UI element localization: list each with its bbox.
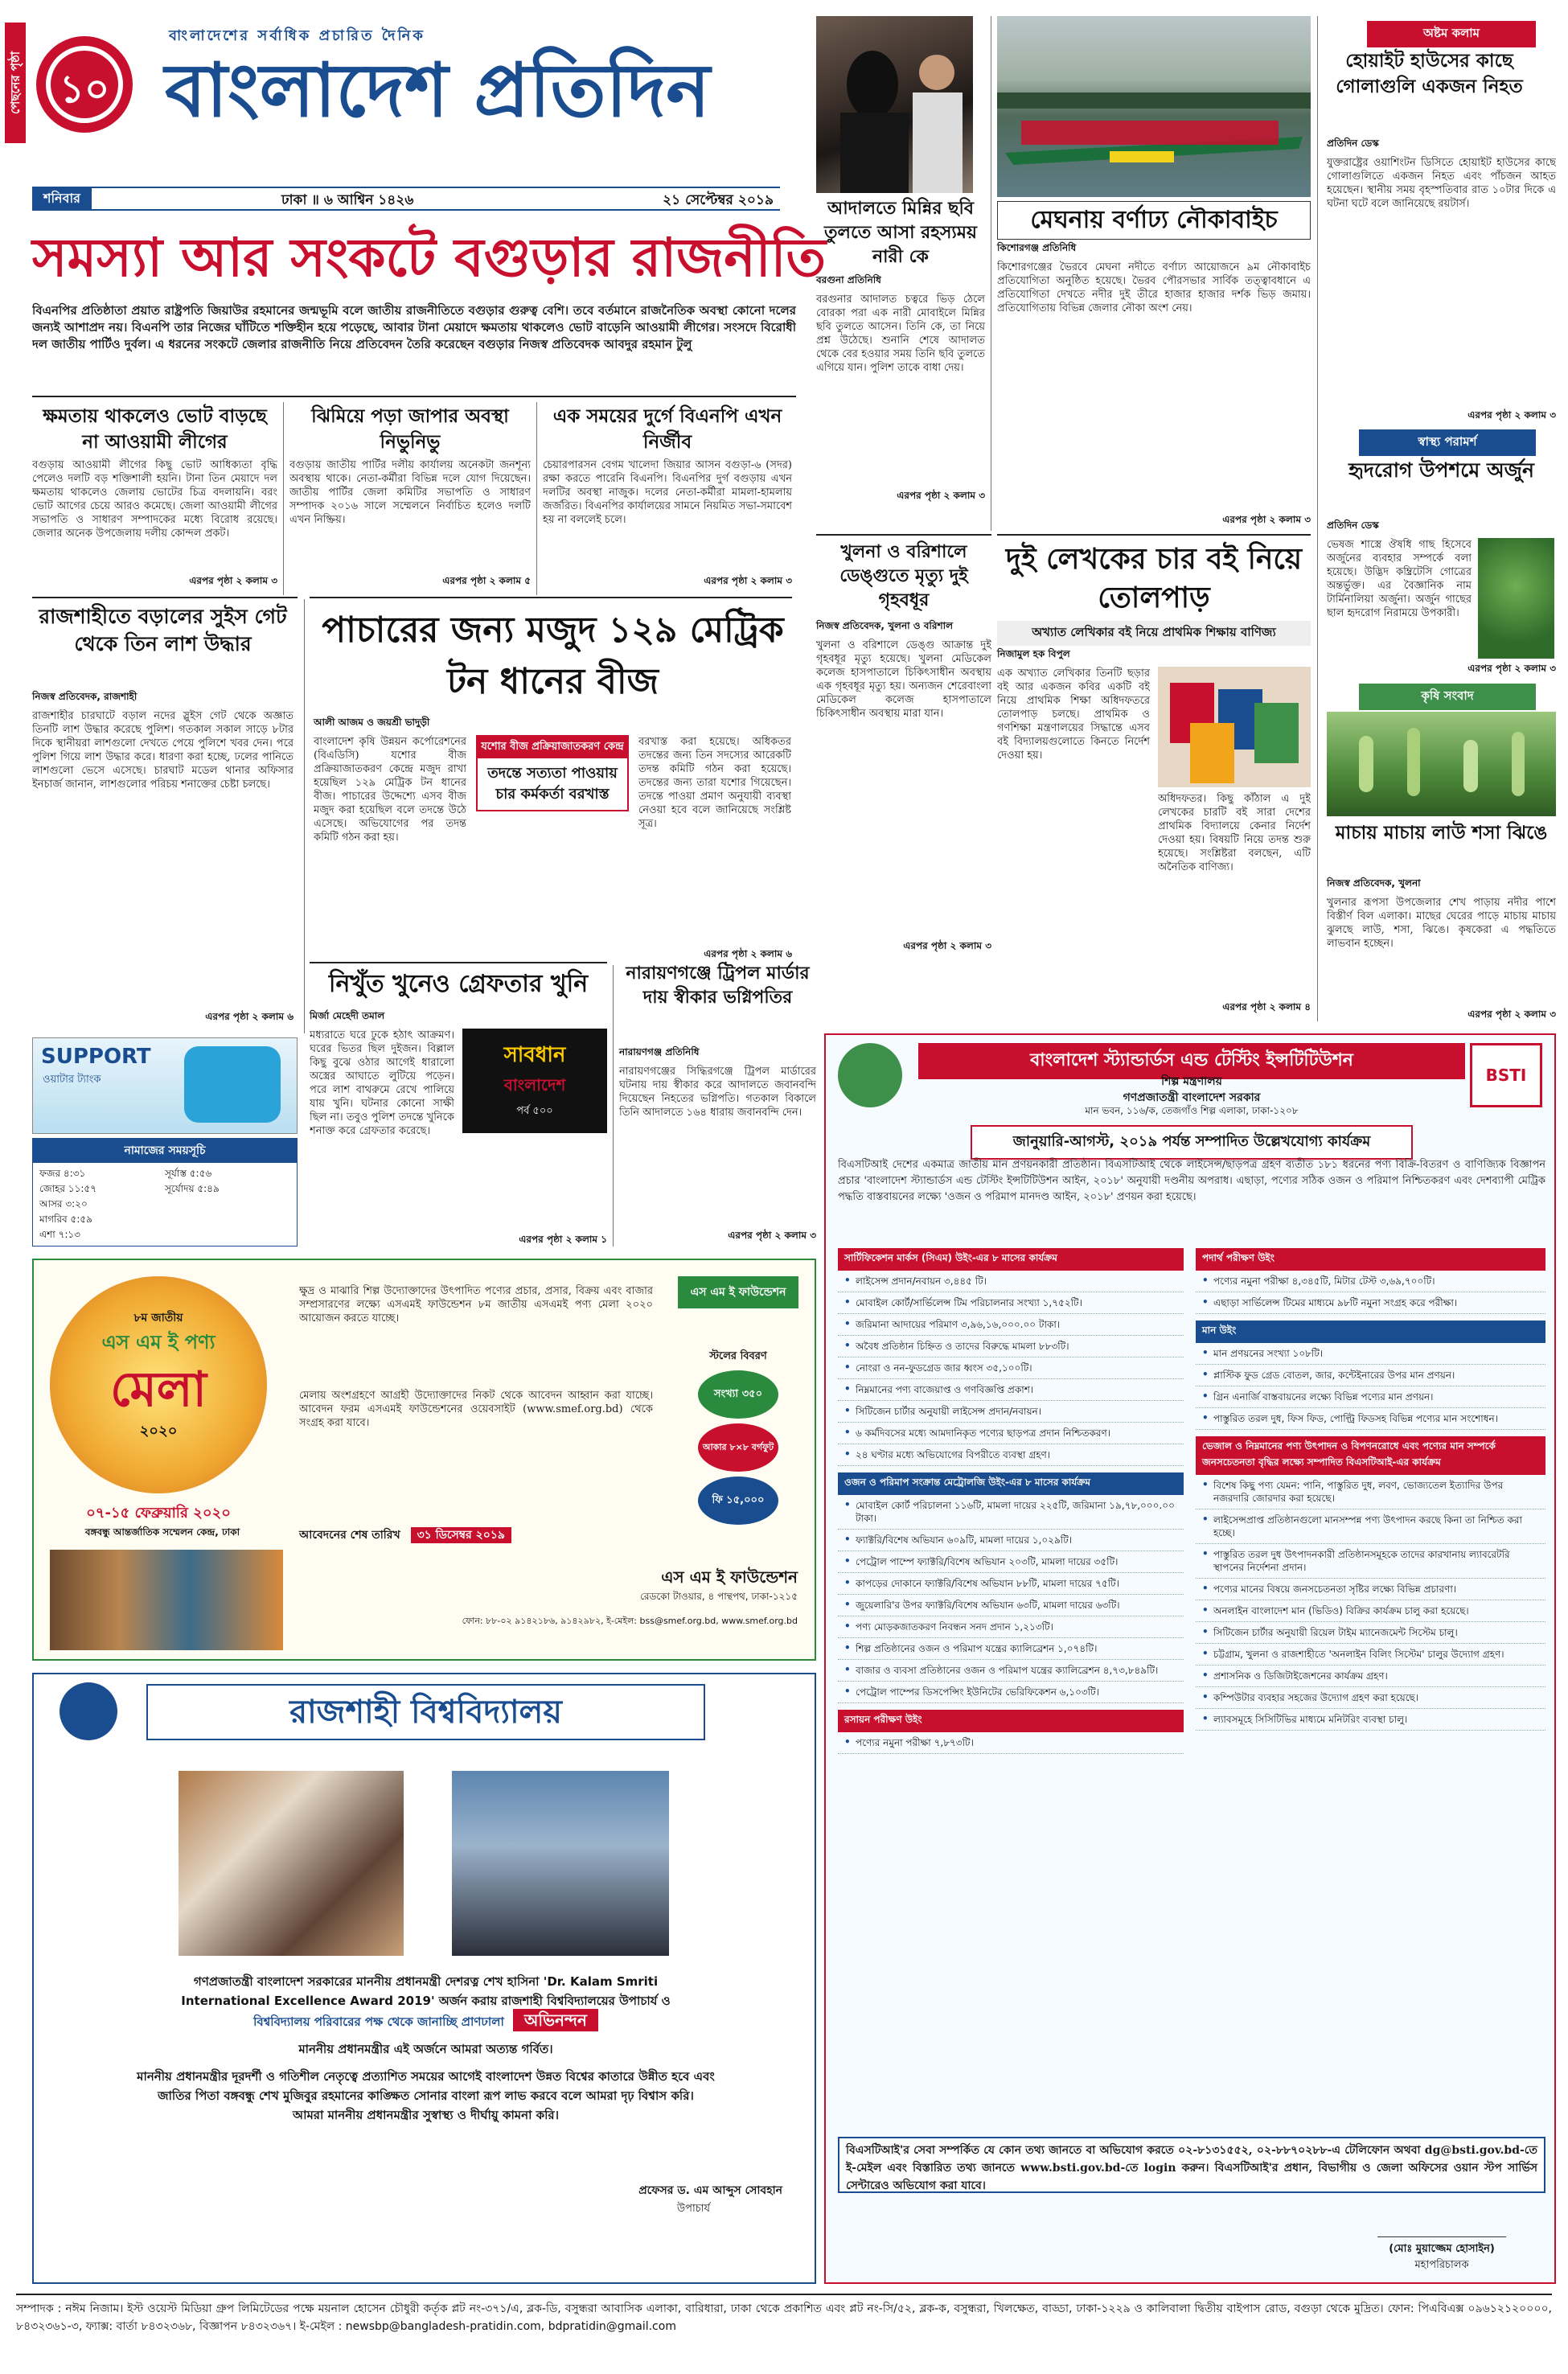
signature	[1377, 2205, 1506, 2237]
rajshahi-story: নিজস্ব প্রতিবেদক, রাজশাহী রাজশাহীর চারঘাটে বড়াল নদের স্লুইস গেট থেকে অজ্ঞাত তিনটি লাশ উদ্ধার করেছে পুলিশ। গতকাল সকাল সাড়ে ৮টার দিকে স্থানীয়রা লাশগুলো দেখতে পেয়ে পুলিশে খবর দেন। পরে পুলিশ গিয়ে লাশ উদ্ধার করে। ধারণা করা হচ্ছে, ঢলের পানিতে লাশগুলো ভেসে এসেছে। চারঘাট মডেল থানার অফিসার ইনচার্জ জানান, লাশগুলোর পরিচয় শনাক্তের চেষ্টা চলছে। এরপর পৃষ্ঠা ২ কলাম ৬	[32, 691, 293, 1022]
prayer-item: মাগরিব ৫:৫৯	[39, 1214, 92, 1225]
agri-photo	[1327, 712, 1556, 816]
lead-intro: বিএনপির প্রতিষ্ঠাতা প্রয়াত রাষ্ট্রপতি জিয়াউর রহমানের জন্মভূমি বলে জাতীয় রাজনীতিতে বগুড়ার গুরুত্ব বেশি। তবে বর্তমানে রাজনৈতিক অবস্থা কোনো দলের জন্যই আশাপ্রদ নয়। বিএনপি তার নিজের ঘাঁটিতে শক্তিহীন হয়ে পড়েছে, আবার টানা মেয়াদে ক্ষমতায় থাকলেও ভোট বাড়েনি আওয়ামী লীগের। সংসদে বিরোধী দল জাতীয় পার্টিও দুর্বল। এ ধরনের সংকটে জেলার রাজনীতি নিয়ে প্রতিবেদন তৈরি করেছেন বগুড়ার নিজস্ব প্রতিবেদক আবদুর রহমান টুলু	[32, 303, 796, 351]
sme-products-photo	[50, 1550, 283, 1650]
prayer-item: আসর ৩:২০	[39, 1198, 88, 1210]
rajshahi-headline: রাজশাহীতে বড়ালের সুইস গেট থেকে তিন লাশ উদ্ধার	[39, 605, 287, 655]
lead-sub-awami: ক্ষমতায় থাকলেও ভোট বাড়ছে না আওয়ামী লীগের	[43, 406, 267, 453]
prayer-item: ফজর ৪:৩১	[39, 1168, 86, 1179]
lead-column-1: বগুড়ায় আওয়ামী লীগের কিছু ভোট আধিক্যতা বৃদ্ধি পেলেও দলটি বড় শক্তিশালী হয়নি। টানা তিন মেয়াদে দল ক্ষমতায় থাকলেও জেলায় ভোটের চিত্র বদলায়নি। বরং ভোট আগের চেয়ে আরও কমেছে। জেলা আওয়ামী লীগের সভাপতি ও সাধারণ সম্পাদকের মধ্যে বিরোধ রয়েছে। জেলার অনেক উপজেলায় দলীয় কোন্দল প্রকট। এরপর পৃষ্ঠা ২ কলাম ৩	[32, 459, 277, 586]
bd-govt-logo-icon	[838, 1043, 902, 1107]
sme-fair-logo: ৮ম জাতীয় এস এম ই পণ্য মেলা ২০২০	[50, 1276, 267, 1493]
lead-sub-japa: ঝিমিয়ে পড়া জাপার অবস্থা নিভুনিভু	[311, 406, 509, 453]
murder-headline: নিখুঁত খুনেও গ্রেফতার খুনি	[328, 970, 589, 998]
bsti-ad: BSTI বাংলাদেশ স্ট্যান্ডার্ডস এন্ড টেস্টিং ইন্সটিটিউশন শিল্প মন্ত্রণালয় গণপ্রজাতন্ত্রী বাংলাদেশ সরকার মান ভবন, ১১৬/ক, তেজগাঁও শিল্প এলাকা, ঢাকা-১২০৮ জানুয়ারি-আগস্ট, ২০১৯ পর্যন্ত সম্পাদিত উল্লেখযোগ্য কার্যক্রম বিএসটিআই দেশের একমাত্র জাতীয় মান প্রণয়নকারী প্রতিষ্ঠান। বিএসটিআই থেকে লাইসেন্স/ছাড়পত্র গ্রহণ ব্যতীত ১৮১ ধরনের পণ্য বিক্রি-বিতরণ ও বাণিজ্যিক বিজ্ঞাপন প্রচার 'বাংলাদেশ স্ট্যান্ডার্ডস এন্ড টেস্টিং ইন্সটিটিউশন আইন, ২০১৮' অনুযায়ী দণ্ডনীয় অপরাধ। এছাড়া, পণ্যের সঠিক ওজন ও পরিমাপ নিশ্চিতকরণ এবং দেশব্যাপী মেট্রিক পদ্ধতি বাস্তবায়নের লক্ষ্যে 'ওজন ও পরিমাপ মানদণ্ড আইন, ২০১৮' প্রণয়ন করা হয়েছে। সার্টিফিকেশন মার্কস (সিএম) উইং-এর ৮ মাসের কার্যক্রম • লাইসেন্স প্রদান/নবায়ন ৩,৪৪৫ টি। • মোবাইল কোর্ট/সার্ভিলেন্স টিম পরিচালনার সংখ্যা ১,৭৫২টি। • জরিমানা আদায়ের পরিমাণ ৩,৯৬,১৬,০০০.০০ টাকা। • অবৈধ প্রতিষ্ঠান চিহ্নিত ও তাদের বিরুদ্ধে মামলা ৮৮৩টি। • নোংরা ও নন-ফুডগ্রেড জার ধ্বংস ৩৫,১০০টি। • নিম্নমানের পণ্য বাজেয়াপ্ত ও গণবিজ্ঞপ্তি প্রকাশ। • সিটিজেন চার্টার অনুযায়ী লাইসেন্স প্রদান/নবায়ন। • ৬ কর্মদিবসের মধ্যে আমদানিকৃত পণ্যের ছাড়পত্র প্রদান নিশ্চিতকরণ। • ২৪ ঘণ্টার মধ্যে অভিযোগের বিপরীতে ব্যবস্থা গ্রহণ। ওজন ও পরিমাপ সংক্রান্ত মেট্রোলজি উইং-এর ৮ মাসের কার্যক্রম • মোবাইল কোর্ট পরিচালনা ১১৬টি, মামলা দায়ের ২২৫টি, জরিমানা ১৯,৭৮,০০০.০০ টাকা। • ফ্যাক্টরি/বিশেষ অভিযান ৬০৯টি, মামলা দায়ের ১,০২৯টি। • পেট্রোল পাম্পে ফ্যাক্টরি/বিশেষ অভিযান ২০৩টি, মামলা দায়ের ৩৫টি। • কাপড়ের দোকানে ফ্যাক্টরি/বিশেষ অভিযান ৮৮টি, মামলা দায়ের ৭৫টি। • জুয়েলারি'র উপর ফ্যাক্টরি/বিশেষ অভিযান ৬৩টি, মামলা দায়ের ৬৩টি। • পণ্য মোড়কজাতকরণ নিবন্ধন সনদ প্রদান ১,২১৩টি। • শিল্প প্রতিষ্ঠানের ওজন ও পরিমাপ যন্ত্রের ক্যালিব্রেশন ১,০৭৪টি। • বাজার ও ব্যবসা প্রতিষ্ঠানের ওজন ও পরিমাপ যন্ত্রের ক্যালিব্রেশন ৪,৭৩,৮৪৯টি। • পেট্রোল পাম্পের ডিসপেন্সিং ইউনিটের ভেরিফিকেশন ৬,১০৩টি। রসায়ন পরীক্ষণ উইং • পণ্যের নমুনা পরীক্ষা ৭,৮৭৩টি। পদার্থ পরীক্ষণ উইং • পণ্যের নমুনা পরীক্ষা ৪,৩৪৫টি, মিটার টেস্ট ৩,৬৯,৭০০টি। • এছাড়া সার্ভিলেন্স টিমের মাধ্যমে ৯৮টি নমুনা সংগ্রহ করে পরীক্ষা। মান উইং • মান প্রণয়নের সংখ্যা ১০৮টি। • প্লাস্টিক ফুড গ্রেড বোতল, জার, কন্টেইনারের উপর মান প্রণয়ন। • গ্রিন এনার্জি বাস্তবায়নের লক্ষ্যে বিভিন্ন পণ্যের মান প্রণয়ন। • পাস্তুরিত তরল দুধ, ফিস ফিড, পোল্ট্রি ফিডসহ বিভিন্ন পণ্যের মান সংশোধন। ভেজাল ও নিম্নমানের পণ্য উৎপাদন ও বিপণনরোধে এবং পণ্যের মান সম্পর্কে জনসচেতনতা বৃদ্ধির লক্ষ্যে সম্পাদিত বিএসটিআই-এর কার্যক্রম • বিশেষ কিছু পণ্য যেমন: পানি, পাস্তুরিত দুধ, লবণ, ভোজ্যতেল ইত্যাদির উপর নজরদারি জোরদার করা হয়েছে। • লাইসেন্সপ্রাপ্ত প্রতিষ্ঠানগুলো মানসম্পন্ন পণ্য উৎপাদন করছে কিনা তা নিশ্চিত করা হচ্ছে। • পাস্তুরিত তরল দুধ উৎপাদনকারী প্রতিষ্ঠানসমূহকে তাদের কারখানায় ল্যাবরেটরি স্থাপনের নির্দেশনা প্রদান। • পণ্যের মানের বিষয়ে জনসচেতনতা সৃষ্টির লক্ষ্যে বিভিন্ন প্রচারণা। • অনলাইন বাংলাদেশ মান (ভিডিও) বিক্রির কার্যক্রম চালু করা হয়েছে। • সিটিজেন চার্টার অনুযায়ী রিয়েল টাইম ম্যানেজমেন্ট সিস্টেম চালু। • চট্টগ্রাম, খুলনা ও রাজশাহীতে 'অনলাইন বিলিং সিস্টেম' চালুর উদ্যোগ গ্রহণ। • প্রশাসনিক ও ডিজিটাইজেশনের কার্যক্রম গ্রহণ। • কম্পিউটার ব্যবহার সহজের উদ্যোগ গ্রহণ করা হয়েছে। • ল্যাবসমূহে সিসিটিভির মাধ্যমে মনিটরিং ব্যবস্থা চালু। বিএসটিআই'র সেবা সম্পর্কিত যে কোন তথ্য জানতে বা অভিযোগ করতে ০২-৮১৩১৫৫২, ০২-৮৮৭০২৮৮-এ টেলিফোন অথবা dg@bsti.gov.bd-তে ই-মেইল এবং বিস্তারিত তথ্য জানতে www.bsti.gov.bd-তে login করুন। বিএসটিআই'র প্রধান, বিভাগীয় ও জেলা অফিসের ওয়ান স্টপ সার্ভিস সেন্টারেও অভিযোগ করা যাবে। (মোঃ মুয়াজ্জেম হোসাইন) মহাপরিচালক	[824, 1033, 1556, 2284]
whitehouse-headline: হোয়াইট হাউসের কাছে গোলাগুলি একজন নিহত	[1336, 51, 1523, 97]
bsti-left-column: সার্টিফিকেশন মার্কস (সিএম) উইং-এর ৮ মাসের কার্যক্রম • লাইসেন্স প্রদান/নবায়ন ৩,৪৪৫ টি। • মোবাইল কোর্ট/সার্ভিলেন্স টিম পরিচালনার সংখ্যা ১,৭৫২টি। • জরিমানা আদায়ের পরিমাণ ৩,৯৬,১৬,০০০.০০ টাকা। • অবৈধ প্রতিষ্ঠান চিহ্নিত ও তাদের বিরুদ্ধে মামলা ৮৮৩টি। • নোংরা ও নন-ফুডগ্রেড জার ধ্বংস ৩৫,১০০টি। • নিম্নমানের পণ্য বাজেয়াপ্ত ও গণবিজ্ঞপ্তি প্রকাশ। • সিটিজেন চার্টার অনুযায়ী লাইসেন্স প্রদান/নবায়ন। • ৬ কর্মদিবসের মধ্যে আমদানিকৃত পণ্যের ছাড়পত্র প্রদান নিশ্চিতকরণ। • ২৪ ঘণ্টার মধ্যে অভিযোগের বিপরীতে ব্যবস্থা গ্রহণ। ওজন ও পরিমাপ সংক্রান্ত মেট্রোলজি উইং-এর ৮ মাসের কার্যক্রম • মোবাইল কোর্ট পরিচালনা ১১৬টি, মামলা দায়ের ২২৫টি, জরিমানা ১৯,৭৮,০০০.০০ টাকা। • ফ্যাক্টরি/বিশেষ অভিযান ৬০৯টি, মামলা দায়ের ১,০২৯টি। • পেট্রোল পাম্পে ফ্যাক্টরি/বিশেষ অভিযান ২০৩টি, মামলা দায়ের ৩৫টি। • কাপড়ের দোকানে ফ্যাক্টরি/বিশেষ অভিযান ৮৮টি, মামলা দায়ের ৭৫টি। • জুয়েলারি'র উপর ফ্যাক্টরি/বিশেষ অভিযান ৬৩টি, মামলা দায়ের ৬৩টি। • পণ্য মোড়কজাতকরণ নিবন্ধন সনদ প্রদান ১,২১৩টি। • শিল্প প্রতিষ্ঠানের ওজন ও পরিমাপ যন্ত্রের ক্যালিব্রেশন ১,০৭৪টি। • বাজার ও ব্যবসা প্রতিষ্ঠানের ওজন ও পরিমাপ যন্ত্রের ক্যালিব্রেশন ৪,৭৩,৮৪৯টি। • পেট্রোল পাম্পের ডিসপেন্সিং ইউনিটের ভেরিফিকেশন ৬,১০৩টি। রসায়ন পরীক্ষণ উইং • পণ্যের নমুনা পরীক্ষা ৭,৮৭৩টি।	[838, 1248, 1184, 2125]
lead-headline: সমস্যা আর সংকটে বগুড়ার রাজনীতি	[32, 227, 826, 289]
stall-info: স্টলের বিবরণ সংখ্যা ৩৫০ আকার ৮×৮ বর্গফুট ফি ১৫,০০০	[678, 1349, 798, 1525]
award-photo	[179, 1771, 404, 1956]
prayer-item: জোহর ১১:৫৭	[39, 1183, 97, 1194]
support-ad: SUPPORT ওয়াটার ট্যাংক	[32, 1037, 298, 1134]
date-bengali: ঢাকা ॥ ৬ আশ্বিন ১৪২৬	[281, 192, 414, 208]
whitehouse-story: প্রতিদিন ডেস্ক যুক্তরাষ্ট্রের ওয়াশিংটন ডিসিতে হোয়াইট হাউসের কাছে গোলাগুলিতে একজন নিহত এবং পাঁচজন আহত হয়েছেন। স্থানীয় সময় বৃহস্পতিবার রাত ১০টার দিকে এ ঘটনা ঘটে বলে জানিয়েছে রয়টার্স। এরপর পৃষ্ঠা ২ কলাম ৩	[1327, 138, 1556, 421]
water-tank-icon	[184, 1046, 281, 1123]
books-photo	[1158, 667, 1311, 787]
date-strip	[32, 187, 780, 211]
boat-race-photo	[997, 16, 1311, 197]
boat-headline: মেঘনায় বর্ণাঢ্য নৌকাবাইচ	[997, 201, 1311, 240]
date-english: ২১ সেপ্টেম্বর ২০১৯	[663, 192, 774, 208]
seed-story: আলী আজম ও জয়শ্রী ভাদুড়ী বাংলাদেশ কৃষি উন্নয়ন কর্পোরেশনের (বিএডিসি) যশোর বীজ প্রক্রিয়াজাতকরণ কেন্দ্রে মজুদ রাখা হয়েছিল ১২৯ মেট্রিক টন ধানের বীজ। পাচারের উদ্দেশ্যে এসব বীজ মজুদ করা হয়েছিল বলে তদন্তে উঠে এসেছে। অভিযোগের পর তদন্ত কমিটি গঠন করা হয়। যশোর বীজ প্রক্রিয়াজাতকরণ কেন্দ্র তদন্তে সত্যতা পাওয়ায় চার কর্মকর্তা বরখাস্ত বরখাস্ত করা হয়েছে। অধিকতর তদন্তের জন্য তিন সদস্যের আরেকটি তদন্ত কমিটি গঠন করা হয়েছে। তদন্তের জন্য তারা যশোর গিয়েছেন। তদন্তে পাওয়া প্রমাণ অনুযায়ী ব্যবস্থা নেওয়া হবে বলে জানিয়েছে সংশ্লিষ্ট সূত্র। এরপর পৃষ্ঠা ২ কলাম ৬	[314, 717, 792, 959]
dengue-story: নিজস্ব প্রতিবেদক, খুলনা ও বরিশাল খুলনা ও বরিশালে ডেঙ্গু আক্রান্ত দুই গৃহবধূর মৃত্যু হয়েছে। খুলনা মেডিকেল কলেজ হাসপাতালে চিকিৎসাধীন অবস্থায় এক গৃহবধূর মৃত্যু হয়। অন্যজন শেরেবাংলা মেডিকেল কলেজ হাসপাতালে চিকিৎসাধীন অবস্থায় মারা যান। এরপর পৃষ্ঠা ২ কলাম ৩	[816, 620, 991, 951]
agri-headline: মাচায় মাচায় লাউ শসা ঝিঙে	[1335, 823, 1548, 844]
vc-portrait	[452, 1771, 669, 1956]
health-label: স্বাস্থ্য পরামর্শ	[1359, 429, 1536, 456]
lead-column-3: চেয়ারপারসন বেগম খালেদা জিয়ার আসন বগুড়া-৬ (সদর) রক্ষা করতে পারেনি বিএনপি। বিএনপির দুর্গ বগুড়ায় এখন দলটির অবস্থা নাজুক। দলের নেতা-কর্মীরা মামলা-হামলায় জর্জরিত। বিএনপির কার্যালয়ের সামনে নিয়মিত সভা-সমাবেশ হয় না বললেই চলে। এরপর পৃষ্ঠা ২ কলাম ৩	[543, 459, 792, 586]
health-headline: হৃদরোগ উপশমে অর্জুন	[1348, 458, 1534, 482]
books-story: নিজামুল হক বিপুল এক অখ্যাত লেখিকার তিনটি ছড়ার বই আর একজন কবির একটি বই নিয়ে প্রাথমিক শিক্ষা অধিদফতরে তোলপাড় চলছে। প্রাথমিক ও গণশিক্ষা মন্ত্রণালয়ের সিদ্ধান্তে এসব বই বিদ্যালয়গুলোতে কিনতে নির্দেশ দেওয়া হয়। অধিদফতর। কিছু কাঁঠাল এ দুই লেখকের চারটি বই সারা দেশের প্রাথমিক বিদ্যালয়ে কেনার নির্দেশ দেওয়া হয়। বিষয়টি নিয়ে তদন্ত শুরু হয়েছে। সংশ্লিষ্টরা বলছেন, এটি অনৈতিক বাণিজ্য। এরপর পৃষ্ঠা ২ কলাম ৪	[997, 648, 1311, 1012]
whitehouse-label: অষ্টম কলাম	[1367, 21, 1536, 47]
sme-fair-ad: ৮ম জাতীয় এস এম ই পণ্য মেলা ২০২০ ০৭-১৫ ফেব্রুয়ারি ২০২০ বঙ্গবন্ধু আন্তর্জাতিক সম্মেলন কেন্দ্র, ঢাকা এস এম ই ফাউন্ডেশন ক্ষুদ্র ও মাঝারি শিল্প উদ্যোক্তাদের উৎপাদিত পণ্যের প্রচার, প্রসার, বিক্রয় এবং বাজার সম্প্রসারণের লক্ষ্যে এসএমই ফাউন্ডেশন ৮ম জাতীয় এসএমই পণ্য মেলা ২০২০ আয়োজন করতে যাচ্ছে। মেলায় অংশগ্রহণে আগ্রহী উদ্যোক্তাদের নিকট থেকে আবেদন আহ্বান করা যাচ্ছে। আবেদন ফরম এসএমই ফাউন্ডেশনের ওয়েবসাইট (www.smef.org.bd) থেকে সংগ্রহ করা যাবে। স্টলের বিবরণ সংখ্যা ৩৫০ আকার ৮×৮ বর্গফুট ফি ১৫,০০০ আবেদনের শেষ তারিখ ৩১ ডিসেম্বর ২০১৯ এস এম ই ফাউন্ডেশন রেডকো টাওয়ার, ৪ পান্থপথ, ঢাকা-১২১৫ ফোন: ৮৮-০২ ৯১৪২১৮৬, ৯১৪২৯৮২, ই-মেইল: bss@smef.org.bd, www.smef.org.bd	[32, 1259, 816, 1661]
day-label: শনিবার	[32, 188, 92, 209]
courtroom-headline: আদালতে মিন্নির ছবি তুলতে আসা রহস্যময় নারী কে	[824, 199, 977, 267]
bsti-right-column: পদার্থ পরীক্ষণ উইং • পণ্যের নমুনা পরীক্ষা ৪,৩৪৫টি, মিটার টেস্ট ৩,৬৯,৭০০টি। • এছাড়া সার্ভিলেন্স টিমের মাধ্যমে ৯৮টি নমুনা সংগ্রহ করে পরীক্ষা। মান উইং • মান প্রণয়নের সংখ্যা ১০৮টি। • প্লাস্টিক ফুড গ্রেড বোতল, জার, কন্টেইনারের উপর মান প্রণয়ন। • গ্রিন এনার্জি বাস্তবায়নের লক্ষ্যে বিভিন্ন পণ্যের মান প্রণয়ন। • পাস্তুরিত তরল দুধ, ফিস ফিড, পোল্ট্রি ফিডসহ বিভিন্ন পণ্যের মান সংশোধন। ভেজাল ও নিম্নমানের পণ্য উৎপাদন ও বিপণনরোধে এবং পণ্যের মান সম্পর্কে জনসচেতনতা বৃদ্ধির লক্ষ্যে সম্পাদিত বিএসটিআই-এর কার্যক্রম • বিশেষ কিছু পণ্য যেমন: পানি, পাস্তুরিত দুধ, লবণ, ভোজ্যতেল ইত্যাদির উপর নজরদারি জোরদার করা হয়েছে। • লাইসেন্সপ্রাপ্ত প্রতিষ্ঠানগুলো মানসম্পন্ন পণ্য উৎপাদন করছে কিনা তা নিশ্চিত করা হচ্ছে। • পাস্তুরিত তরল দুধ উৎপাদনকারী প্রতিষ্ঠানসমূহকে তাদের কারখানায় ল্যাবরেটরি স্থাপনের নির্দেশনা প্রদান। • পণ্যের মানের বিষয়ে জনসচেতনতা সৃষ্টির লক্ষ্যে বিভিন্ন প্রচারণা। • অনলাইন বাংলাদেশ মান (ভিডিও) বিক্রির কার্যক্রম চালু করা হয়েছে। • সিটিজেন চার্টার অনুযায়ী রিয়েল টাইম ম্যানেজমেন্ট সিস্টেম চালু। • চট্টগ্রাম, খুলনা ও রাজশাহীতে 'অনলাইন বিলিং সিস্টেম' চালুর উদ্যোগ গ্রহণ। • প্রশাসনিক ও ডিজিটাইজেশনের কার্যক্রম গ্রহণ। • কম্পিউটার ব্যবহার সহজের উদ্যোগ গ্রহণ করা হয়েছে। • ল্যাবসমূহে সিসিটিভির মাধ্যমে মনিটরিং ব্যবস্থা চালু।	[1196, 1248, 1545, 2125]
triple-headline: নারায়ণগঞ্জে ট্রিপল মার্ডার দায় স্বীকার ভগ্নিপতির	[626, 963, 810, 1008]
arjun-leaf-icon	[1478, 538, 1554, 659]
bsti-logo: BSTI	[1470, 1043, 1542, 1107]
courtroom-photo	[816, 16, 973, 193]
prayer-times: নামাজের সময়সূচি ফজর ৪:৩১ সূর্যাস্ত ৫:৫৬ জোহর ১১:৫৭ সূর্যোদয় ৫:৪৯ আসর ৩:২০ মাগরিব ৫:৫৯ এশা ৭:১৩	[32, 1138, 298, 1247]
triple-story: নারায়ণগঞ্জ প্রতিনিধি নারায়ণগঞ্জের সিদ্ধিরগঞ্জে ট্রিপল মার্ডারের ঘটনায় দায় স্বীকার করে আদালতে জবানবন্দি দিয়েছেন নিহতের ভগ্নিপতি। গতকাল বিকালে তিনি আদালতে ১৬৪ ধারায় জবানবন্দি দেন। এরপর পৃষ্ঠা ২ কলাম ৩	[619, 1046, 816, 1241]
seed-sidebar: যশোর বীজ প্রক্রিয়াজাতকরণ কেন্দ্র তদন্তে সত্যতা পাওয়ায় চার কর্মকর্তা বরখাস্ত	[476, 735, 629, 811]
seed-headline: পাচারের জন্য মজুদ ১২৯ মেট্রিক টন ধানের বীজ	[322, 610, 784, 702]
dengue-headline: খুলনা ও বরিশালে ডেঙ্গুতে মৃত্যু দুই গৃহবধূর	[839, 542, 968, 610]
ru-title-bar: রাজশাহী বিশ্ববিদ্যালয়	[146, 1684, 705, 1740]
badge-number: ১০	[59, 67, 110, 112]
series-logo: সাবধান বাংলাদেশ পর্ব ৫০০	[462, 1029, 607, 1133]
prayer-item: সূর্যোদয় ৫:৪৯	[165, 1183, 220, 1194]
courtroom-story: বরগুনা প্রতিনিধি বরগুনার আদালত চত্বরে ভিড় ঠেলে বোরকা পরা এক নারী মোবাইলে মিন্নির ছবি তুলতে আসেন। তিনি কে, তা নিয়ে প্রশ্ন উঠেছে। শুনানি শেষে আদালত থেকে বের হওয়ার সময় তিনি ছবি তুলতে এগিয়ে যান। পুলিশ তাকে বাধা দেয়। এরপর পৃষ্ঠা ২ কলাম ৩	[816, 274, 985, 501]
books-headline: দুই লেখকের চার বই নিয়ে তোলপাড়	[1005, 543, 1303, 614]
newspaper-name: বাংলাদেশ প্রতিদিন	[165, 47, 711, 133]
murder-story: মির্জা মেহেদী তমাল মধ্যরাতে ঘরে ঢুকে হঠাৎ আক্রমণ। ঘরের ভিতর ছিল দুইজন। বিল্লাল কিছু বুঝে ওঠার আগেই ধারালো অস্ত্রের আঘাতে লুটিয়ে পড়েন। পরে লাশ বাথরুমে রেখে পালিয়ে যায় খুনি। ঘটনার কোনো সাক্ষী ছিল না। তবুও পুলিশ তদন্তে খুনিকে শনাক্ত করে গ্রেফতার করেছে। সাবধান বাংলাদেশ পর্ব ৫০০ এরপর পৃষ্ঠা ২ কলাম ১	[310, 1010, 607, 1245]
imprint-line: সম্পাদক : নঈম নিজাম। ইস্ট ওয়েস্ট মিডিয়া গ্রুপ লিমিটেডের পক্ষে ময়নাল হোসেন চৌধুরী কর্তৃক প্লট নং-৩৭১/এ, ব্লক-ডি, বসুন্ধরা আবাসিক এলাকা, বারিধারা, ঢাকা থেকে প্রকাশিত এবং প্লট নং-সি/৫২, ব্লক-ক, বসুন্ধরা, খিলক্ষেত, বাড্ডা, ঢাকা-১২২৯ ও কালিবালা দ্বিতীয় বাইপাস রোড, বগুড়া থেকে মুদ্রিত। ফোন: পিএবিএক্স ০৯৬১২১২০০০০, ৮৪৩২৩৬১-৩, ফ্যাক্স: বার্তা ৮৪৩২৩৬৮, বিজ্ঞাপন ৮৪৩২৩৬৭। ই-মেইল : newsbp@bangladesh-pratidin.com, bdpratidin@gmail.com	[16, 2302, 1552, 2333]
lead-column-2: বগুড়ায় জাতীয় পার্টির দলীয় কার্যালয় অনেকটা জনশূন্য অবস্থায় থাকে। নেতা-কর্মীরা বিভিন্ন দলে যোগ দিয়েছেন। জাতীয় পার্টির জেলা কমিটির সভাপতি ও সাধারণ সম্পাদক ২০১৬ সালে সম্মেলনে নির্বাচিত হলেও দলটি এখন নিষ্ক্রিয়। এরপর পৃষ্ঠা ২ কলাম ৫	[289, 459, 531, 586]
tagline: বাংলাদেশের সর্বাধিক প্রচারিত দৈনিক	[169, 27, 425, 44]
ru-logo-icon	[60, 1682, 117, 1740]
lead-sub-bnp: এক সময়ের দুর্গে বিএনপি এখন নির্জীব	[552, 406, 782, 453]
agri-label: কৃষি সংবাদ	[1359, 684, 1536, 710]
sme-foundation-logo: এস এম ই ফাউন্ডেশন	[678, 1276, 798, 1308]
page-tag: পেছনের পৃষ্ঠা	[5, 23, 26, 143]
anniversary-badge	[32, 16, 137, 153]
prayer-item: এশা ৭:১৩	[39, 1229, 80, 1240]
boat-story: কিশোরগঞ্জ প্রতিনিধি কিশোরগঞ্জের ভৈরবে মেঘনা নদীতে বর্ণাঢ্য আয়োজনে ৯ম নৌকাবাইচ প্রতিযোগিতা অনুষ্ঠিত হয়েছে। ভৈরব পৌরসভার সার্বিক তত্ত্বাবধানে এ প্রতিযোগিতা দেখতে নদীর দুই তীরে হাজার হাজার দর্শক ভিড় জমায়। প্রতিযোগিতায় বিভিন্ন জেলার নৌকা অংশ নেয়। এরপর পৃষ্ঠা ২ কলাম ৩	[997, 242, 1311, 525]
agri-story: নিজস্ব প্রতিবেদক, খুলনা খুলনার রূপসা উপজেলার শেখ পাড়ায় নদীর পাশে বিস্তীর্ণ বিল এলাকা। মাছের ঘেরের পাড়ে মাচায় মাচায় ঝুলছে লাউ, শসা, ঝিঙে। কৃষকেরা এ পদ্ধতিতে লাভবান হচ্ছেন। এরপর পৃষ্ঠা ২ কলাম ৩	[1327, 877, 1556, 1020]
ru-congrats-ad: রাজশাহী বিশ্ববিদ্যালয় গণপ্রজাতন্ত্রী বাংলাদেশ সরকারের মাননীয় প্রধানমন্ত্রী দেশরত্ন শেখ হাসিনা 'Dr. Kalam Smriti International Excellence Award 2019' অর্জন করায় রাজশাহী বিশ্ববিদ্যালয়ের উপাচার্য ও বিশ্ববিদ্যালয় পরিবারের পক্ষ থেকে জানাচ্ছি প্রাণঢালা অভিনন্দন মাননীয় প্রধানমন্ত্রীর এই অর্জনে আমরা অত্যন্ত গর্বিত। মাননীয় প্রধানমন্ত্রীর দূরদর্শী ও গতিশীল নেতৃত্বে প্রত্যাশিত সময়ের আগেই বাংলাদেশ উন্নত বিশ্বের কাতারে উন্নীত হবে এবং জাতির পিতা বঙ্গবন্ধু শেখ মুজিবুর রহমানের কাঙ্ক্ষিত সোনার বাংলা রূপ লাভ করবে বলে আমরা দৃঢ় বিশ্বাস করি। আমরা মাননীয় প্রধানমন্ত্রীর সুস্বাস্থ্য ও দীর্ঘায়ু কামনা করি। প্রফেসর ড. এম আব্দুস সোবহান উপাচার্য	[32, 1673, 816, 2284]
prayer-item: সূর্যাস্ত ৫:৫৬	[165, 1168, 212, 1179]
health-story: প্রতিদিন ডেস্ক ভেষজ শাস্ত্রে ঔষধি গাছ হিসেবে অর্জুনের ব্যবহার সম্পর্কে বলা হয়েছে। উদ্ভিদ কম্ব্রিটেসি গোত্রের অন্তর্ভুক্ত। এর বৈজ্ঞানিক নাম টার্মিনালিয়া অর্জুনা। অর্জুন গাছের ছাল হৃদরোগ নিরাময়ে উপকারী। এরপর পৃষ্ঠা ২ কলাম ৩	[1327, 520, 1556, 674]
books-kicker: অখ্যাত লেখিকার বই নিয়ে প্রাথমিক শিক্ষায় বাণিজ্য	[997, 621, 1311, 646]
